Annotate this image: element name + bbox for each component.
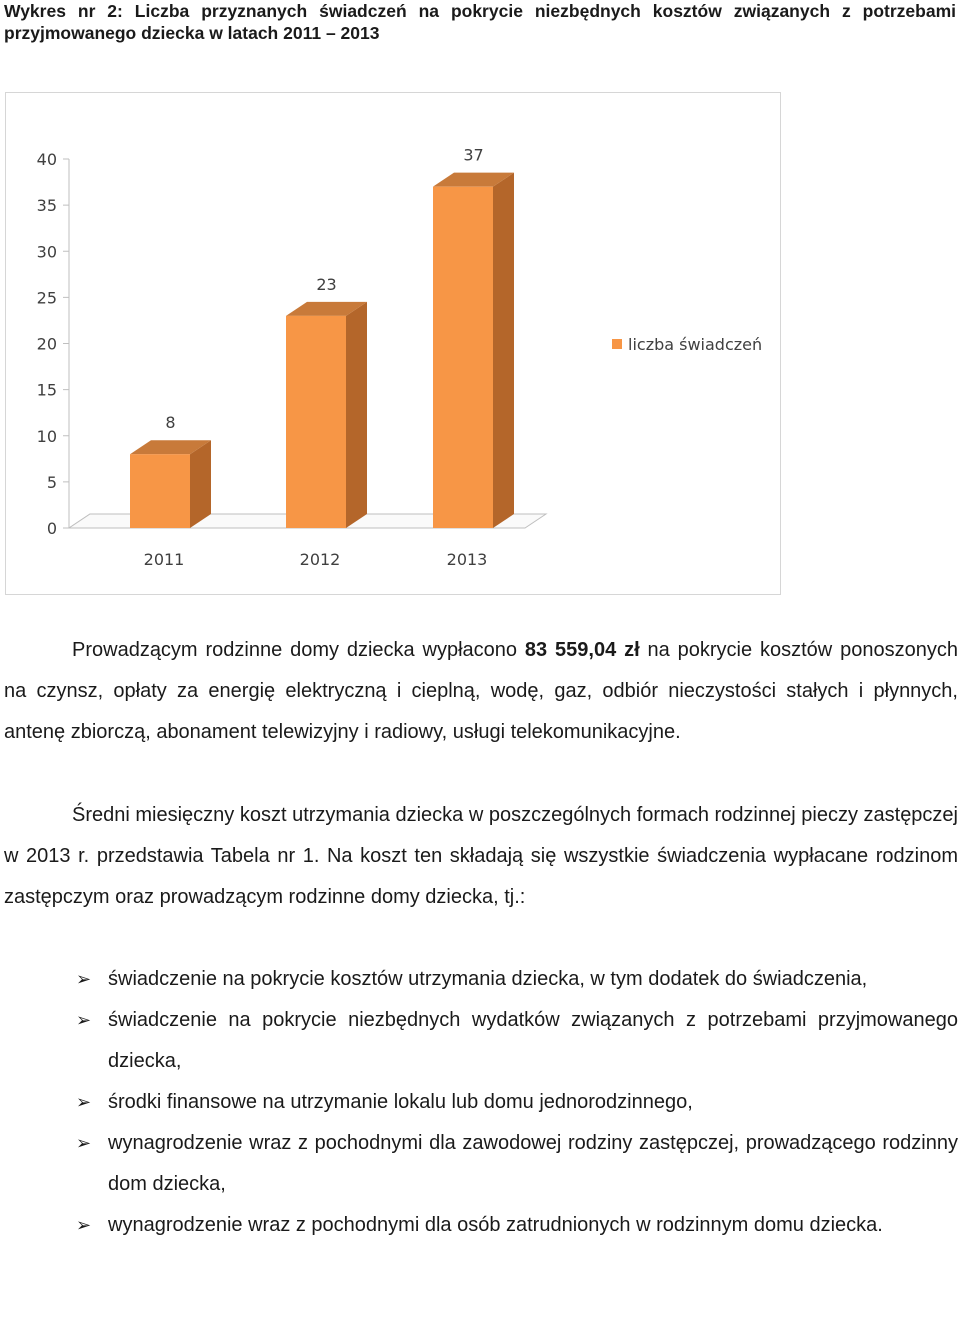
y-tick-label: 40 (36, 150, 57, 169)
y-tick-label: 5 (46, 472, 57, 492)
bar (286, 316, 346, 528)
arrow-bullet-icon: ➢ (76, 1215, 92, 1235)
arrow-bullet-icon: ➢ (76, 1092, 92, 1112)
y-tick-label: 10 (36, 426, 57, 446)
list-item-text: środki finansowe na utrzymanie lokalu lub domu jednorodzinnego, (108, 1091, 693, 1113)
list-item-text: świadczenie na pokrycie kosztów utrzymania dziecka, w tym dodatek do świadczenia, (108, 968, 868, 990)
benefits-list (0, 959, 958, 1246)
bar-chart-svg (6, 93, 782, 596)
list-item (0, 1082, 958, 1123)
bar-chart (5, 92, 781, 595)
amount-paid: 83 559,04 zł (524, 639, 640, 661)
chart-caption: Wykres nr 2: Liczba przyznanych świadczeń na pokrycie niezbędnych kosztów związanych z potrzebami przyjmowanego dziecka w latach 2011 – 2013 (4, 1, 956, 43)
bar-side (190, 440, 211, 528)
legend-swatch (612, 339, 622, 349)
x-tick-label: 2013 (446, 550, 488, 569)
y-tick-label: 20 (36, 334, 57, 354)
list-item (0, 959, 958, 1000)
list-item-text: świadczenie na pokrycie niezbędnych wydatków związanych z potrzebami przyjmowanego dziecka, (108, 1009, 958, 1072)
bar-side (346, 302, 367, 528)
paragraph-average-cost-text: Średni miesięczny koszt utrzymania dziecka w poszczególnych formach rodzinnej pieczy zastępczej w 2013 r. przedstawia Tabela nr 1. Na koszt ten składają się wszystkie świadczenia wypłacane rodzinom zastępczym oraz prowadzącym rodzinne domy dziecka, tj.: (4, 804, 958, 908)
bar (433, 187, 493, 528)
y-tick-label: 30 (36, 242, 57, 262)
bar (130, 454, 190, 528)
data-label: 23 (316, 274, 337, 294)
paragraph-payments-after: na pokrycie kosztów ponoszonych na czynsz, opłaty za energię elektryczną i cieplną, wodę, gaz, odbiór nieczystości stałych i płynnych, antenę zbiorczą, abonament telewizyjny i radiowy, usługi telekomunikacyjne. (4, 639, 958, 743)
y-tick-label: 15 (36, 380, 57, 400)
data-label: 37 (463, 145, 484, 165)
arrow-bullet-icon: ➢ (76, 1010, 92, 1030)
y-tick-label: 35 (36, 196, 57, 216)
list-item (0, 1123, 958, 1205)
list-item (0, 1205, 958, 1246)
y-tick-label: 25 (36, 288, 57, 308)
list-item-text: wynagrodzenie wraz z pochodnymi dla osób zatrudnionych w rodzinnym domu dziecka. (108, 1214, 883, 1236)
paragraph-average-cost (4, 795, 958, 918)
bar-side (493, 173, 514, 528)
x-tick-label: 2012 (299, 550, 341, 569)
data-label: 8 (165, 413, 176, 433)
list-item-text: wynagrodzenie wraz z pochodnymi dla zawodowej rodziny zastępczej, prowadzącego rodzinny dom dziecka, (108, 1132, 958, 1195)
paragraph-payments (4, 630, 958, 753)
arrow-bullet-icon: ➢ (76, 969, 92, 989)
x-tick-label: 2011 (143, 550, 185, 569)
list-item (0, 1000, 958, 1082)
y-tick-label: 0 (46, 519, 57, 538)
paragraph-payments-before: Prowadzącym rodzinne domy dziecka wypłacono (72, 639, 525, 661)
legend-label: liczba świadczeń (628, 335, 763, 354)
arrow-bullet-icon: ➢ (76, 1133, 92, 1153)
